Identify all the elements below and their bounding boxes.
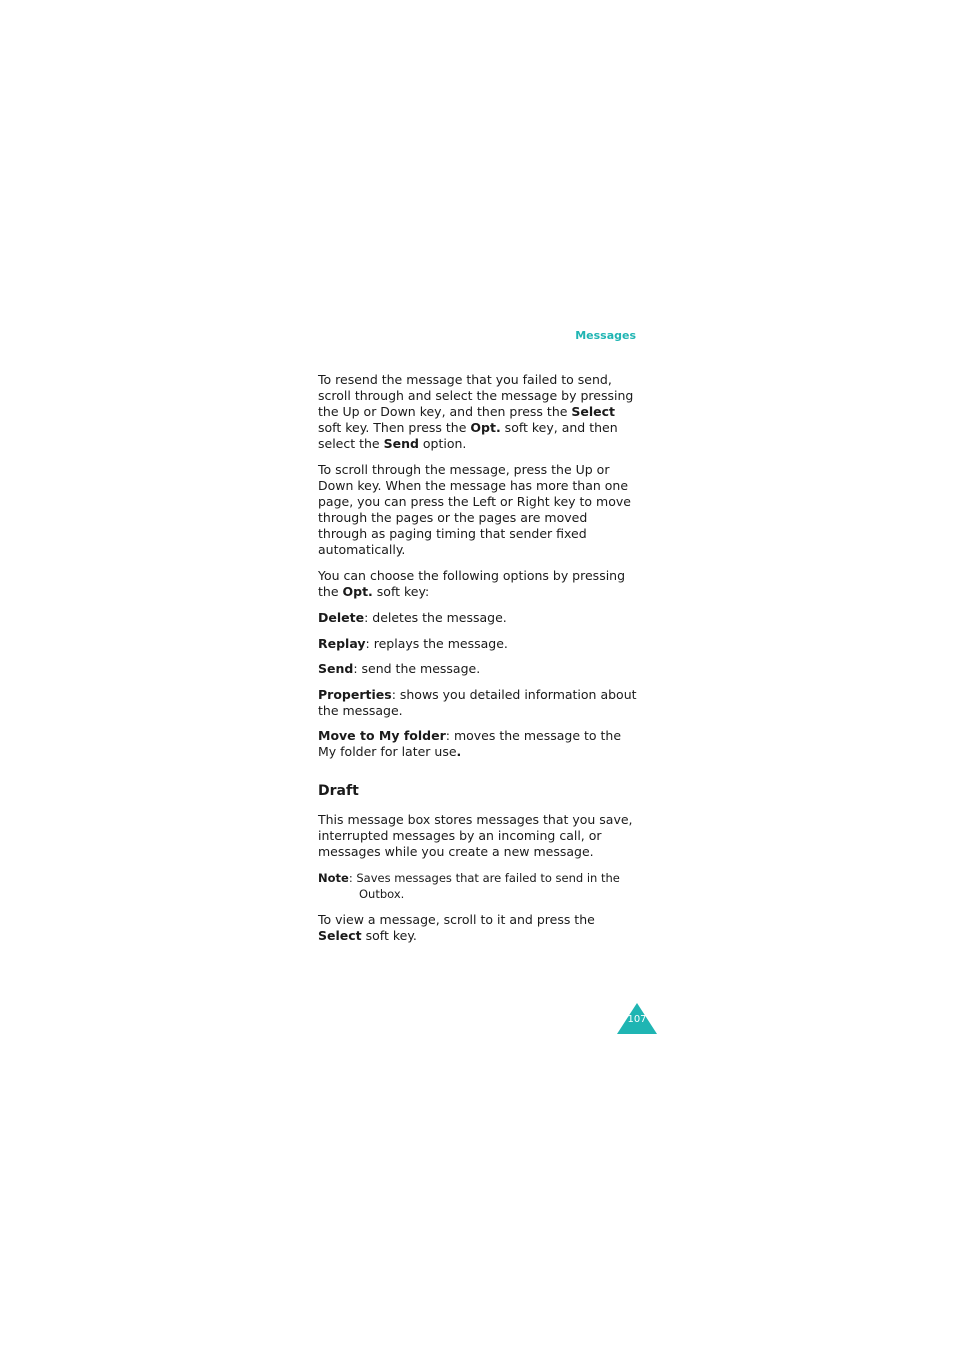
option-term: Properties (318, 686, 392, 702)
option-desc: : shows you detailed information about the message. (318, 686, 637, 718)
option-move-to-my-folder: Move to My folder: moves the message to the My folder for later use. (318, 728, 622, 759)
page-body (318, 372, 638, 954)
option-term: Delete (318, 610, 365, 625)
option-desc: : moves the message to the My folder for later use (318, 728, 622, 759)
option-properties (318, 687, 638, 719)
resend-paragraph: To resend the message that you failed to send, scroll through and select the message by pressing the Up or Down key, and then press the Select soft key. Then press the Opt. soft key, and then select the Send option. (318, 372, 634, 451)
option-desc: : send the message. (353, 661, 481, 676)
option-replay (318, 636, 638, 652)
option-desc: : deletes the message. (364, 610, 507, 625)
option-desc: : replays the message. (365, 635, 508, 651)
note-text: : Saves messages that are failed to send in the Outbox. (348, 871, 620, 901)
draft-paragraph: This message box stores messages that you save, interrupted messages by an incoming call, or messages while you create a new message. (318, 812, 633, 859)
draft-note (318, 870, 638, 902)
options-intro-paragraph: You can choose the following options by pressing the Opt. soft key: (318, 568, 626, 599)
note-label: Note (318, 871, 349, 885)
option-term: Move to My folder (318, 728, 446, 743)
page-number-badge (617, 1003, 657, 1034)
option-send (318, 661, 638, 677)
scroll-paragraph: To scroll through the message, press the Up or Down key. When the message has more than one page, you can press the Left or Right key to move through the pages or the pages are moved through as paging timing that sender fixed automatically. (318, 462, 631, 557)
option-term: Send (318, 661, 354, 676)
page-number: 107 (627, 1014, 647, 1025)
draft-heading: Draft (318, 783, 359, 799)
option-term: Replay (318, 635, 366, 651)
view-message-paragraph: To view a message, scroll to it and press the Select soft key. (318, 912, 595, 943)
running-header: Messages (575, 329, 636, 342)
option-delete (318, 610, 638, 626)
